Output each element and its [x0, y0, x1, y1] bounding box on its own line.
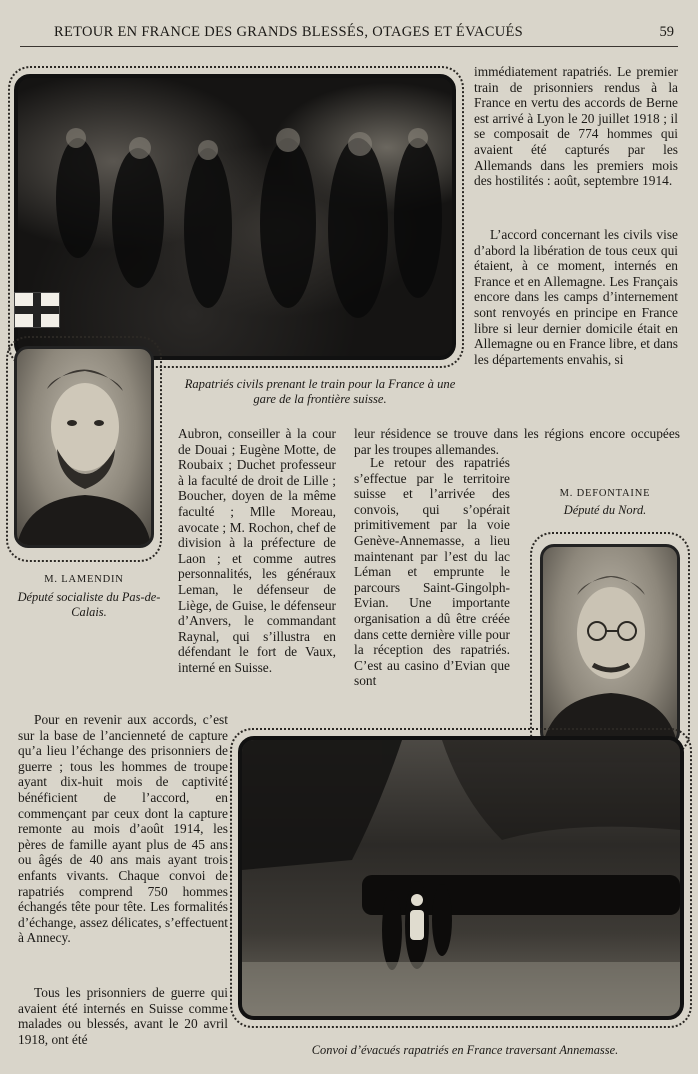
page-number: 59 — [659, 24, 674, 40]
text-accord-civils: L’accord concernant les civils vise d’abord la libération de tous ceux qui étaient, à ce moment, internés en France et en Allemagne. Les Français encore dans les camps d’internement sont renvoyés en principe en France libre si leur dernier domicile était en Allemagne ou en France libre, et dans les départements envahis, si — [474, 227, 678, 367]
defontaine-role: Député du Nord. — [563, 503, 647, 517]
defontaine-name: M. DEFONTAINE — [559, 488, 651, 499]
bottom-photo — [238, 736, 684, 1020]
convoy-scene — [242, 740, 680, 1016]
top-photo — [14, 74, 456, 360]
top-photo-caption: Rapatriés civils prenant le train pour la France à une gare de la frontière suisse. — [184, 377, 456, 406]
text-retour: Le retour des rapatriés s’effectue par le territoire suisse et l’arrivée des convois, qui s’opérait primitivement par la voie Genève-Annemasse, a lieu maintenant par l’est du lac Léman et emprunte le parcours Saint-Gingolph-Evian. Une importante organisation a dû être créée dans cette dernière ville pour la réception des rapatriés. C’est au casino d’Evian que sont — [354, 455, 510, 689]
lamendin-name: M. LAMENDIN — [44, 574, 124, 585]
cross-icon — [15, 293, 59, 327]
lamendin-role: Député socialiste du Pas-de-Calais. — [17, 590, 161, 619]
text-accords-prisonniers: Pour en revenir aux accords, c’est sur la base de l’ancienneté de capture qu’a lieu l’échange des prisonniers de guerre ; tous les hommes de troupe ayant dix-huit mois de captivité bénéficient de l’accord, en commençant par ceux dont la capture remonte au mois d’août 1914, les pères de famille ayant plus de 45 ans ou âgés de 40 ans mais ayant trois enfants vivants. Chaque convoi de rapatriés comprend 750 hommes échangés tête pour tête. Les formalités d’échange, assez délicates, s’effectuent à Annecy. — [18, 712, 228, 946]
defontaine-portrait — [540, 544, 680, 746]
header-title: RETOUR EN FRANCE DES GRANDS BLESSÉS, OTAGES ET ÉVACUÉS — [54, 24, 524, 40]
running-header — [20, 22, 678, 47]
text-top-right: immédiatement rapatriés. Le premier train de prisonniers rendus à la France en vertu des accords de Berne est arrivé à Lyon le 20 juillet 1918 ; il se composait de 774 hommes qui avaient été capturés par les Allemands dans les premiers mois des hostilités : août, septembre 1914. — [474, 64, 678, 189]
lamendin-portrait — [14, 346, 154, 548]
text-aubron: Aubron, conseiller à la cour de Douai ; Eugène Motte, de Roubaix ; Duchet professeur à la faculté de droit de Lille ; Boucher, doyen de la même faculté ; Mlle Moreau, avocate ; M. Rochon, chef de division à la préfecture de Laon ; et comme autres personnalités, les généraux Leman, le défenseur de Liège, de Guise, le défenseur d’Anvers, le commandant Raynal, qui s’illustra en défendant le fort de Vaux, interné en Suisse. — [178, 426, 336, 675]
text-prisonniers-suisse: Tous les prisonniers de guerre qui avaient été internés en Suisse comme malades ou blessés, avant le 20 avril 1918, ont été — [18, 985, 228, 1047]
man-portrait-icon — [543, 547, 677, 743]
flag-emblem-left — [14, 292, 60, 328]
bottom-photo-caption: Convoi d’évacués rapatriés en France traversant Annemasse. — [311, 1043, 619, 1057]
text-accord-cont: leur résidence se trouve dans les régions encore occupées par les troupes allemandes. — [354, 426, 680, 457]
crowd-silhouettes — [18, 78, 452, 356]
man-portrait-icon — [17, 349, 151, 545]
